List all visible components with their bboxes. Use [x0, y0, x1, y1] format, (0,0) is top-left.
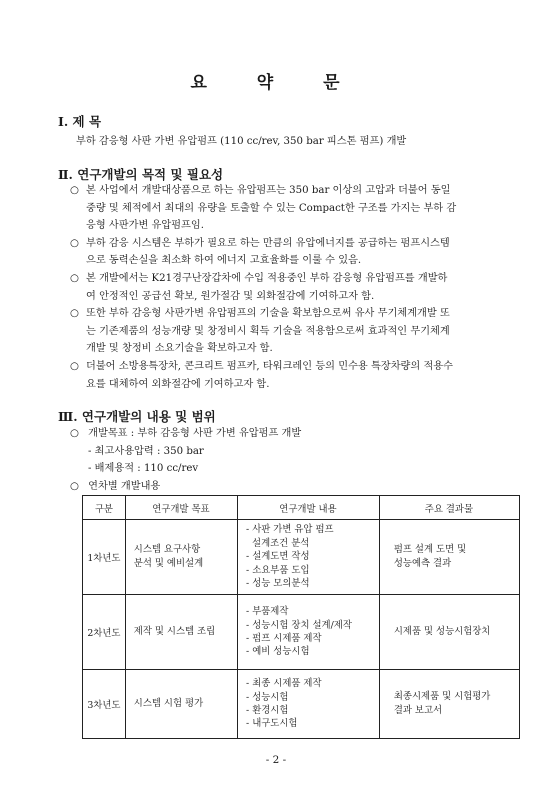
bullet-marker: ○ — [70, 481, 79, 492]
content-cell — [238, 595, 380, 670]
bullet-line: 본 사업에서 개발대상품으로 하는 유압펌프는 350 bar 이상의 고압과 더불어 동일 — [86, 185, 451, 196]
column-header: 연구개발 목표 — [125, 496, 237, 520]
result-line: 펌프 설계 도면 및 — [393, 544, 467, 555]
development-goal-text: 개발목표 : 부하 감응형 사판 가변 유압펌프 개발 — [88, 428, 302, 439]
section-1-text: 부하 감응형 사판 가변 유압펌프 (110 cc/rev, 350 bar 피스톤 펌프) 개발 — [76, 136, 407, 147]
bullet-line: 으로 동력손실을 최소화 하여 에너지 고효율화를 이룰 수 있음. — [86, 255, 362, 267]
result-line: 결과 보고서 — [393, 705, 443, 716]
page-number: - 2 - — [265, 754, 287, 766]
table-row — [83, 520, 520, 595]
content-line: - 예비 성능시험 — [246, 646, 310, 658]
bullet-line: 는 기존제품의 성능개량 및 창정비시 획득 기술을 적용함으로써 효과적인 무기체계 — [86, 325, 450, 337]
bullet-line: 개발 및 창정비 소요기술을 확보하고자 함. — [86, 343, 273, 355]
year-cell: 1차년도 — [83, 520, 126, 595]
max-pressure-spec: - 최고사용압력 : 350 bar — [88, 446, 204, 457]
column-header: 주요 결과물 — [379, 496, 519, 520]
result-line: 시제품 및 성능시험장치 — [393, 626, 491, 637]
bullet-line: 응형 사판가변 유압펌프임. — [86, 220, 204, 232]
bullet-marker: ○ — [70, 185, 79, 196]
content-cell — [238, 670, 380, 739]
page-title: 요 약 문 — [190, 73, 362, 93]
bullet-line: 여 안정적인 공급선 확보, 원가절감 및 외화절감에 기여하고자 함. — [86, 290, 375, 302]
column-header: 구분 — [83, 496, 126, 520]
goal-line: 시스템 요구사항 — [133, 544, 201, 555]
content-line: - 사판 가변 유압 펌프 — [246, 524, 334, 536]
development-goal-item — [70, 424, 301, 439]
bullet-item — [70, 235, 510, 270]
content-line: - 최종 시제품 제작 — [246, 678, 322, 690]
content-line: 설계조건 분석 — [246, 537, 310, 549]
section-3-heading: Ⅲ. 연구개발의 내용 및 범위 — [58, 409, 216, 424]
content-line: - 부품제작 — [246, 606, 289, 618]
displacement-spec: - 배제용적 : 110 cc/rev — [88, 463, 199, 474]
bullet-line: 더불어 소방용특장차, 콘크리트 펌프카, 타워크레인 등의 민수용 특장차량의 적용수 — [86, 360, 453, 372]
goal-line: 시스템 시험 평가 — [133, 698, 204, 709]
result-line: 최종시제품 및 시험평가 — [393, 691, 491, 702]
bullet-item — [70, 182, 510, 235]
result-line: 성능예측 결과 — [393, 558, 452, 569]
bullet-item — [70, 358, 510, 393]
bullet-marker: ○ — [70, 308, 79, 320]
content-line: - 설계도면 작성 — [246, 551, 310, 563]
result-cell — [379, 520, 519, 595]
content-line: - 소요부품 도입 — [246, 564, 310, 576]
yearly-plan-table — [82, 495, 520, 739]
section-1-heading: Ⅰ. 제 목 — [58, 114, 102, 129]
content-cell — [238, 520, 380, 595]
bullet-line: 요를 대체하여 외화절감에 기여하고자 함. — [86, 378, 270, 390]
table-header-row — [83, 496, 520, 520]
bullet-marker: ○ — [70, 428, 79, 439]
content-line: - 성능시험 — [246, 691, 289, 703]
bullet-marker: ○ — [70, 237, 79, 249]
yearly-plan-item — [70, 477, 160, 492]
section-2-heading: Ⅱ. 연구개발의 목적 및 필요성 — [58, 167, 224, 182]
bullet-line: 또한 부하 감응형 사판가변 유압펌프의 기술을 확보함으로써 유사 무기체계개발 또 — [86, 308, 450, 320]
content-line: - 성능 모의분석 — [246, 578, 310, 590]
content-line: - 펌프 시제품 제작 — [246, 633, 322, 644]
bullet-line: 본 개발에서는 K21경구난장갑차에 수입 적용중인 부하 감응형 유압펌프를 개발하 — [86, 272, 448, 284]
result-cell — [379, 595, 519, 670]
content-line: - 성능시험 장치 설계/제작 — [246, 619, 352, 631]
bullet-line: 중량 및 체적에서 최대의 유량을 토출할 수 있는 Compact한 구조를 가지는 부하 감 — [86, 202, 457, 214]
goal-line: 제작 및 시스템 조립 — [133, 626, 216, 637]
yearly-plan-text: 연차별 개발내용 — [88, 481, 161, 492]
table-row — [83, 670, 520, 739]
bullet-line: 부하 감응 시스템은 부하가 필요로 하는 만큼의 유압에너지를 공급하는 펌프시스템 — [86, 237, 450, 249]
goal-cell — [125, 670, 237, 739]
goal-line: 분석 및 예비설계 — [133, 558, 204, 569]
table-row — [83, 595, 520, 670]
content-line: - 환경시험 — [246, 705, 289, 716]
goal-cell — [125, 595, 237, 670]
content-line: - 내구도시험 — [246, 718, 298, 730]
bullet-marker: ○ — [70, 360, 79, 372]
bullet-item — [70, 305, 510, 358]
section-2-bullet-list — [70, 182, 510, 393]
result-cell — [379, 670, 519, 739]
bullet-marker: ○ — [70, 272, 79, 284]
year-cell: 2차년도 — [83, 595, 126, 670]
column-header: 연구개발 내용 — [238, 496, 380, 520]
goal-cell — [125, 520, 237, 595]
year-cell: 3차년도 — [83, 670, 126, 739]
bullet-item — [70, 270, 510, 305]
